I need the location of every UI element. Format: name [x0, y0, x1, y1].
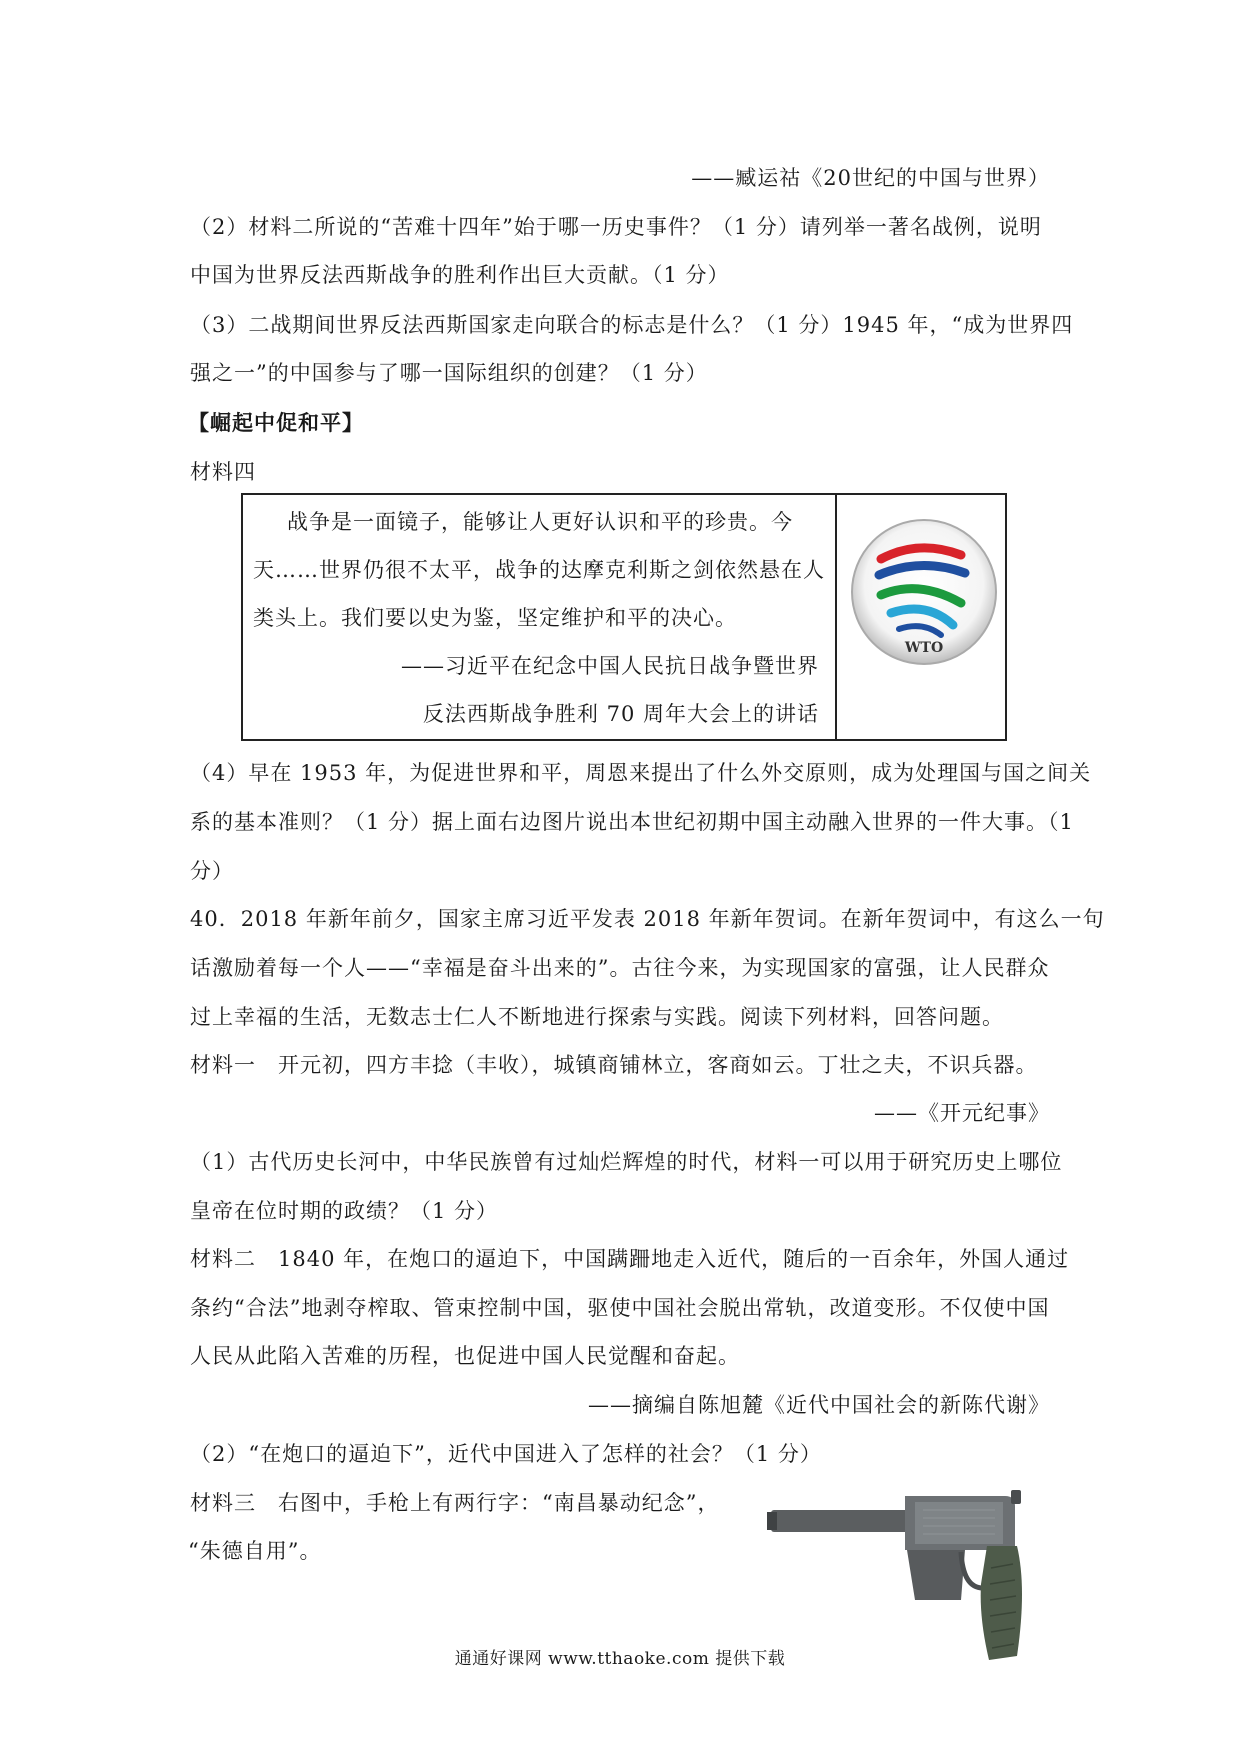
material2-source: ——摘编自陈旭麓《近代中国社会的新陈代谢》: [588, 1393, 1050, 1417]
material4-divider: [835, 495, 837, 739]
material4-label: 材料四: [190, 460, 256, 484]
q4-line-3: 分）: [190, 859, 234, 883]
q40-q2-line: （2）“在炮口的逼迫下”，近代中国进入了怎样的社会？（1 分）: [190, 1442, 822, 1466]
q4-line-2: 系的基本准则？（1 分）据上面右边图片说出本世纪初期中国主动融入世界的一件大事。（1: [190, 810, 1074, 834]
q40-line-2: 话激励着每一个人——“幸福是奋斗出来的”。古往今来，为实现国家的富强，让人民群众: [190, 956, 1050, 980]
q3-line-1: （3）二战期间世界反法西斯国家走向联合的标志是什么？（1 分）1945 年，“成为世界四: [190, 313, 1074, 337]
section-heading: 【崛起中促和平】: [188, 410, 364, 435]
material3-line-1: 材料三 右图中，手枪上有两行字：“南昌暴动纪念”，: [190, 1491, 720, 1515]
q2-line-1: （2）材料二所说的“苦难十四年”始于哪一历史事件？（1 分）请列举一著名战例，说明: [190, 215, 1042, 239]
material4-quote-line-3: 类头上。我们要以史为鉴，坚定维护和平的决心。: [253, 606, 737, 630]
q3-line-2: 强之一”的中国参与了哪一国际组织的创建？（1 分）: [190, 361, 708, 385]
material2-line-2: 条约“合法”地剥夺榨取、管束控制中国，驱使中国社会脱出常轨，改道变形。不仅使中国: [190, 1296, 1050, 1320]
footer-text: 通通好课网 www.tthaoke.com 提供下载: [454, 1649, 786, 1669]
material4-quote-line-1: 战争是一面镜子，能够让人更好认识和平的珍贵。今: [287, 510, 793, 534]
source-zang-yunhu: ——臧运祜《20世纪的中国与世界）: [691, 166, 1050, 190]
material4-source-line-2: 反法西斯战争胜利 70 周年大会上的讲话: [422, 702, 819, 726]
q2-line-2: 中国为世界反法西斯战争的胜利作出巨大贡献。（1 分）: [190, 263, 730, 287]
q40-q1-line-1: （1）古代历史长河中，中华民族曾有过灿烂辉煌的时代，材料一可以用于研究历史上哪位: [190, 1150, 1063, 1174]
material2-line-1: 材料二 1840 年，在炮口的逼迫下，中国蹒跚地走入近代，随后的一百余年，外国人通过: [190, 1247, 1070, 1271]
material4-box: [241, 493, 1007, 741]
q40-q1-line-2: 皇帝在位时期的政绩？（1 分）: [190, 1199, 499, 1223]
q40-line-3: 过上幸福的生活，无数志士仁人不断地进行探索与实践。阅读下列材料，回答问题。: [190, 1005, 1004, 1029]
material1-source: ——《开元纪事》: [874, 1101, 1050, 1125]
pistol-image: [765, 1488, 1030, 1666]
material2-line-3: 人民从此陷入苦难的历程，也促进中国人民觉醒和奋起。: [190, 1344, 740, 1368]
material1-line: 材料一 开元初，四方丰捻（丰收），城镇商铺林立，客商如云。丁壮之夫，不识兵器。: [190, 1053, 1038, 1077]
material4-quote-line-2: 天……世界仍很不太平，战争的达摩克利斯之剑依然悬在人: [253, 558, 825, 582]
q4-line-1: （4）早在 1953 年，为促进世界和平，周恩来提出了什么外交原则，成为处理国与国之间关: [190, 761, 1092, 785]
wto-logo-text: WTO: [904, 640, 944, 656]
material4-source-line-1: ——习近平在纪念中国人民抗日战争暨世界: [401, 654, 819, 678]
q40-line-1: 40．2018 年新年前夕，国家主席习近平发表 2018 年新年贺词。在新年贺词中，有这么一句: [190, 907, 1105, 931]
material3-line-2: “朱德自用”。: [188, 1539, 322, 1563]
wto-logo-image: [849, 517, 999, 667]
